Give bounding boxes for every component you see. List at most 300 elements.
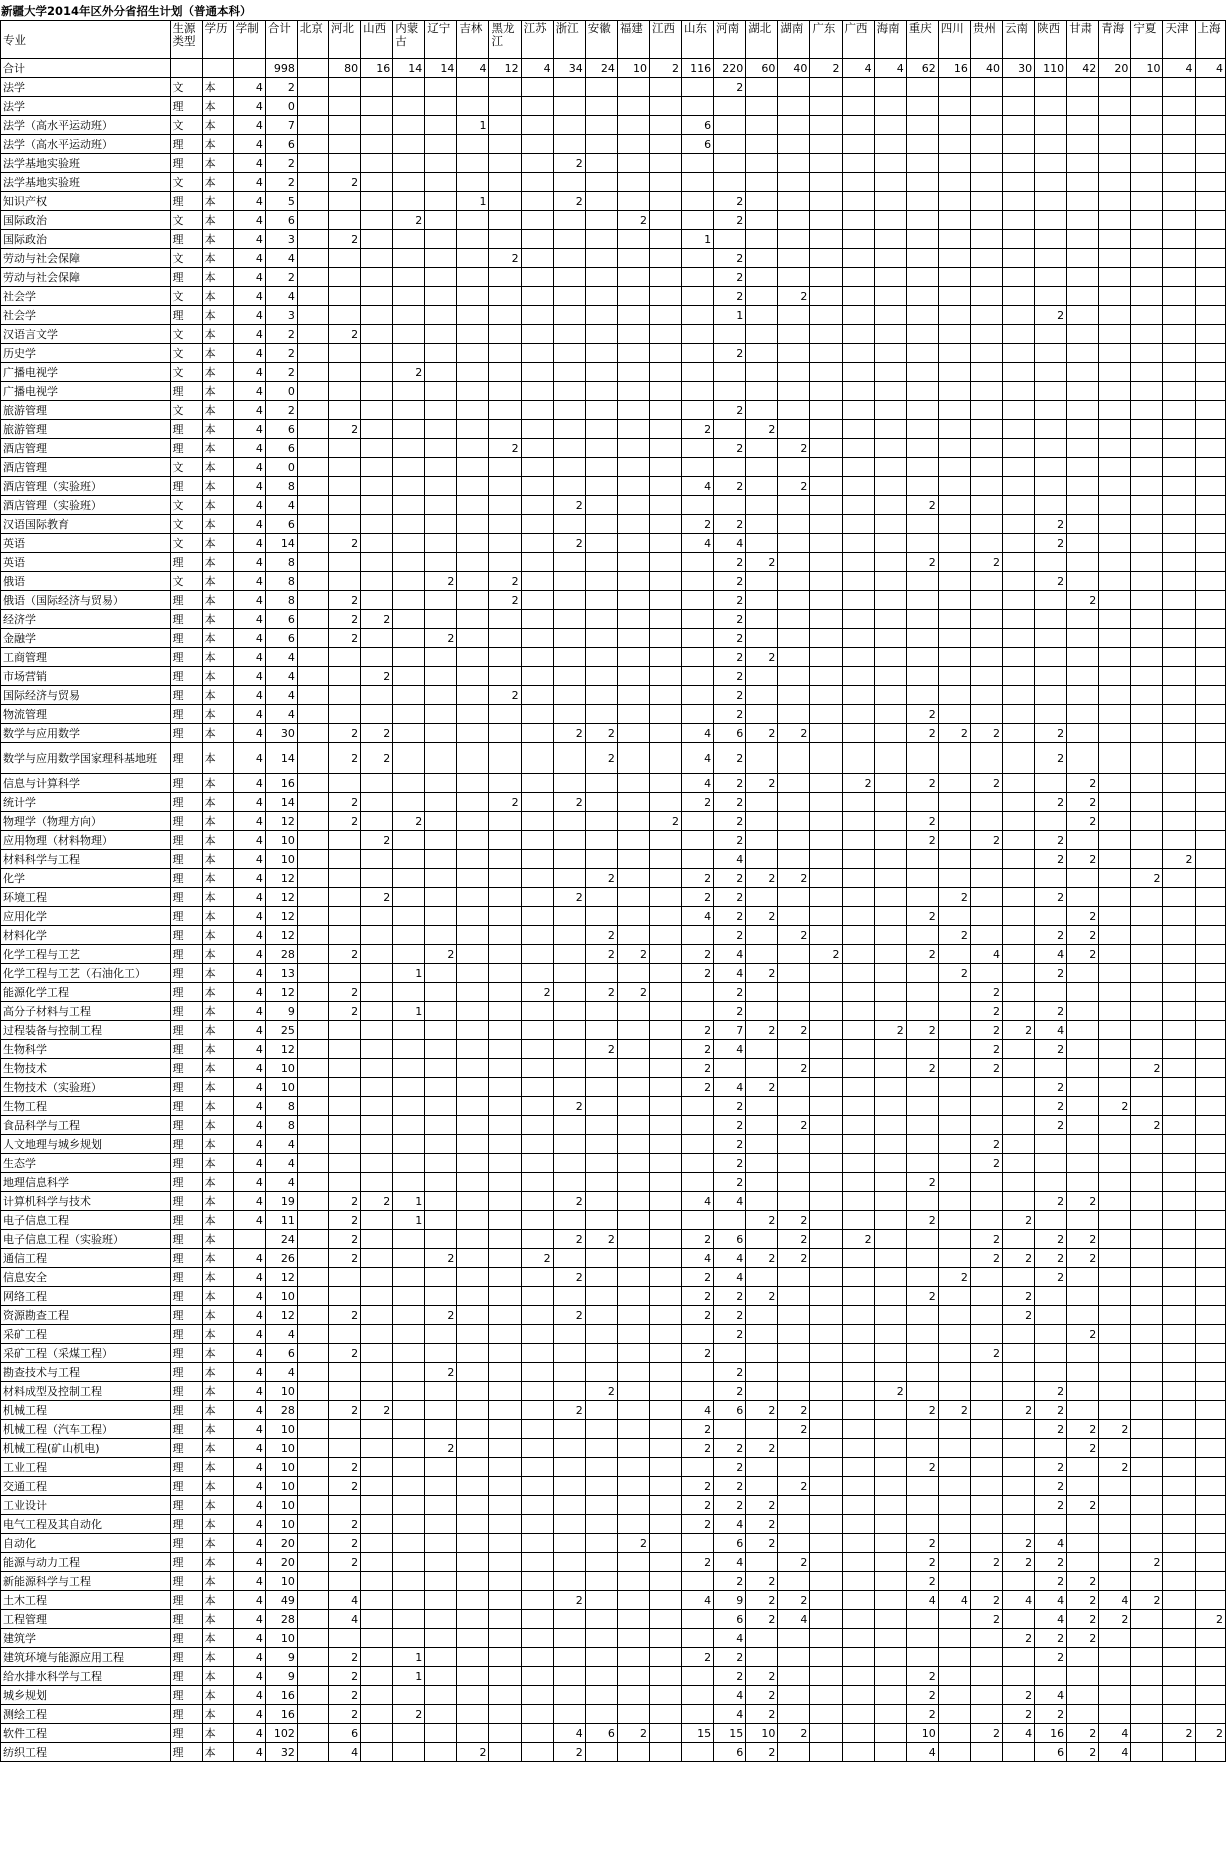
- source-type-cell: 理: [170, 1420, 202, 1439]
- province-cell: [393, 1401, 425, 1420]
- province-cell: [361, 1116, 393, 1135]
- province-cell: [938, 812, 970, 831]
- province-cell: [810, 1724, 842, 1743]
- province-cell: [1195, 458, 1225, 477]
- total-cell: 2: [265, 325, 297, 344]
- province-cell: [521, 705, 553, 724]
- province-cell: [489, 1059, 521, 1078]
- source-type-cell: 理: [170, 553, 202, 572]
- province-cell: 2: [682, 1059, 714, 1078]
- province-cell: [297, 401, 328, 420]
- province-cell: 2: [714, 1439, 746, 1458]
- province-cell: [489, 1192, 521, 1211]
- province-cell: [425, 1021, 457, 1040]
- province-cell: [649, 534, 681, 553]
- province-cell: [682, 1610, 714, 1629]
- province-cell: [649, 1135, 681, 1154]
- province-cell: [906, 1097, 938, 1116]
- province-cell: [1002, 591, 1034, 610]
- province-cell: [1035, 135, 1067, 154]
- province-cell: 6: [329, 1724, 361, 1743]
- province-cell: [521, 135, 553, 154]
- province-cell: [585, 705, 617, 724]
- province-cell: [521, 686, 553, 705]
- province-cell: 4: [1035, 1610, 1067, 1629]
- province-cell: 2: [906, 1401, 938, 1420]
- province-cell: [938, 1249, 970, 1268]
- source-type-cell: 理: [170, 1363, 202, 1382]
- major-cell: 采矿工程: [1, 1325, 171, 1344]
- province-cell: [874, 439, 906, 458]
- province-cell: [842, 1192, 874, 1211]
- years-cell: 4: [233, 230, 265, 249]
- province-cell: [649, 249, 681, 268]
- province-cell: 6: [714, 1610, 746, 1629]
- province-cell: [1002, 1382, 1034, 1401]
- province-cell: [329, 249, 361, 268]
- province-cell: [649, 458, 681, 477]
- province-cell: [714, 135, 746, 154]
- province-cell: [1163, 774, 1195, 793]
- degree-cell: 本: [202, 1211, 233, 1230]
- province-cell: [457, 1116, 489, 1135]
- source-type-cell: 理: [170, 135, 202, 154]
- source-type-cell: 文: [170, 78, 202, 97]
- province-cell: [1163, 306, 1195, 325]
- province-cell: 2: [714, 907, 746, 926]
- province-cell: [649, 1705, 681, 1724]
- province-cell: [1195, 344, 1225, 363]
- province-cell: [682, 249, 714, 268]
- province-cell: [938, 496, 970, 515]
- major-cell: 英语: [1, 553, 171, 572]
- province-cell: [489, 1135, 521, 1154]
- province-cell: [617, 629, 649, 648]
- province-cell: 16: [1035, 1724, 1067, 1743]
- province-cell: [778, 97, 810, 116]
- province-cell: 2: [746, 648, 778, 667]
- province-cell: 2: [1035, 850, 1067, 869]
- province-cell: [906, 1249, 938, 1268]
- province-cell: [1131, 477, 1163, 496]
- total-cell: 6: [265, 629, 297, 648]
- province-cell: [521, 964, 553, 983]
- table-row: [1, 325, 1226, 344]
- province-cell: 4: [1002, 1591, 1034, 1610]
- province-cell: [874, 907, 906, 926]
- province-cell: [682, 1116, 714, 1135]
- province-cell: [649, 667, 681, 686]
- province-cell: [393, 135, 425, 154]
- province-cell: 2: [1035, 1230, 1067, 1249]
- province-cell: [842, 1610, 874, 1629]
- province-cell: [1195, 1192, 1225, 1211]
- province-cell: [521, 192, 553, 211]
- province-cell: 2: [778, 724, 810, 743]
- province-cell: [778, 793, 810, 812]
- province-cell: [1002, 888, 1034, 907]
- province-cell: [874, 667, 906, 686]
- province-cell: [329, 1439, 361, 1458]
- province-cell: [361, 1743, 393, 1762]
- major-cell: 汉语国际教育: [1, 515, 171, 534]
- province-cell: [970, 1078, 1002, 1097]
- source-type-cell: 文: [170, 287, 202, 306]
- source-type-cell: 理: [170, 1591, 202, 1610]
- province-cell: [746, 926, 778, 945]
- province-cell: [1099, 1249, 1131, 1268]
- province-cell: [842, 287, 874, 306]
- table-row: [1, 268, 1226, 287]
- province-cell: [649, 1154, 681, 1173]
- province-cell: [1002, 173, 1034, 192]
- province-cell: [1099, 553, 1131, 572]
- table-row: [1, 812, 1226, 831]
- province-cell: [842, 907, 874, 926]
- table-row: [1, 1135, 1226, 1154]
- province-cell: [778, 850, 810, 869]
- degree-cell: 本: [202, 1553, 233, 1572]
- province-cell: [617, 1287, 649, 1306]
- province-cell: [585, 793, 617, 812]
- province-cell: 6: [714, 1743, 746, 1762]
- province-cell: [682, 1154, 714, 1173]
- province-cell: 2: [778, 1420, 810, 1439]
- province-cell: [393, 268, 425, 287]
- province-cell: [489, 724, 521, 743]
- province-cell: [553, 1382, 585, 1401]
- province-cell: 2: [938, 1268, 970, 1287]
- province-cell: [361, 135, 393, 154]
- province-cell: [1099, 401, 1131, 420]
- province-cell: [746, 382, 778, 401]
- province-cell: [970, 344, 1002, 363]
- province-cell: 2: [425, 1306, 457, 1325]
- province-cell: [617, 1705, 649, 1724]
- province-cell: [970, 1458, 1002, 1477]
- province-cell: [489, 344, 521, 363]
- province-cell: [746, 439, 778, 458]
- province-cell: [1131, 135, 1163, 154]
- province-cell: [329, 705, 361, 724]
- province-cell: [489, 553, 521, 572]
- province-cell: [746, 249, 778, 268]
- total-cell: 4: [265, 1325, 297, 1344]
- province-cell: [617, 812, 649, 831]
- province-cell: [778, 230, 810, 249]
- province-cell: [1195, 1553, 1225, 1572]
- province-cell: 2: [970, 1610, 1002, 1629]
- province-cell: 2: [970, 553, 1002, 572]
- province-cell: [778, 553, 810, 572]
- province-cell: [1002, 1040, 1034, 1059]
- province-cell: [1163, 1401, 1195, 1420]
- province-cell: [297, 1268, 328, 1287]
- province-cell: [746, 629, 778, 648]
- province-cell: [617, 926, 649, 945]
- years-cell: [233, 1230, 265, 1249]
- province-cell: [1035, 1173, 1067, 1192]
- province-cell: [585, 1610, 617, 1629]
- province-cell: [1195, 1078, 1225, 1097]
- province-cell: [874, 1059, 906, 1078]
- table-row: [1, 686, 1226, 705]
- province-cell: [1067, 1477, 1099, 1496]
- province-cell: [1131, 945, 1163, 964]
- province-cell: [810, 1439, 842, 1458]
- province-cell: 2: [906, 1211, 938, 1230]
- province-cell: [682, 211, 714, 230]
- province-cell: [1131, 1477, 1163, 1496]
- province-cell: 2: [489, 249, 521, 268]
- province-cell: [1163, 97, 1195, 116]
- source-type-cell: 理: [170, 1078, 202, 1097]
- province-cell: [1099, 1173, 1131, 1192]
- province-cell: 24: [585, 59, 617, 78]
- province-cell: 2: [585, 869, 617, 888]
- years-cell: 4: [233, 211, 265, 230]
- province-cell: [489, 812, 521, 831]
- years-cell: 4: [233, 1192, 265, 1211]
- province-cell: [1131, 831, 1163, 850]
- province-cell: [457, 534, 489, 553]
- province-cell: [553, 1477, 585, 1496]
- province-cell: [457, 743, 489, 774]
- province-cell: 4: [714, 850, 746, 869]
- province-cell: [810, 793, 842, 812]
- province-cell: [682, 705, 714, 724]
- table-row: [1, 1515, 1226, 1534]
- province-cell: 2: [714, 983, 746, 1002]
- province-cell: [425, 1534, 457, 1553]
- province-cell: [1195, 964, 1225, 983]
- years-cell: 4: [233, 268, 265, 287]
- major-cell: 英语: [1, 534, 171, 553]
- province-cell: [1195, 774, 1225, 793]
- province-cell: [810, 572, 842, 591]
- province-cell: [1035, 907, 1067, 926]
- province-cell: [874, 1211, 906, 1230]
- province-cell: 10: [1131, 59, 1163, 78]
- province-cell: [1131, 1002, 1163, 1021]
- province-cell: 4: [714, 1629, 746, 1648]
- province-cell: [842, 135, 874, 154]
- province-cell: 2: [682, 1553, 714, 1572]
- province-cell: 2: [585, 1382, 617, 1401]
- province-cell: [489, 496, 521, 515]
- province-cell: [1099, 97, 1131, 116]
- province-cell: [682, 812, 714, 831]
- province-cell: [810, 268, 842, 287]
- province-cell: 6: [682, 116, 714, 135]
- province-cell: 2: [1067, 774, 1099, 793]
- province-cell: [938, 97, 970, 116]
- province-cell: [1099, 1705, 1131, 1724]
- province-cell: 4: [714, 1078, 746, 1097]
- province-cell: [1163, 534, 1195, 553]
- province-cell: 7: [714, 1021, 746, 1040]
- province-cell: [649, 774, 681, 793]
- major-cell: 生物工程: [1, 1097, 171, 1116]
- province-cell: [617, 1135, 649, 1154]
- province-cell: [778, 420, 810, 439]
- province-cell: [1195, 1059, 1225, 1078]
- years-cell: 4: [233, 1629, 265, 1648]
- header-province: 青海: [1099, 21, 1131, 59]
- source-type-cell: 理: [170, 774, 202, 793]
- years-cell: 4: [233, 572, 265, 591]
- major-cell: 计算机科学与技术: [1, 1192, 171, 1211]
- province-cell: [585, 515, 617, 534]
- province-cell: [938, 572, 970, 591]
- province-cell: [617, 287, 649, 306]
- province-cell: [1002, 97, 1034, 116]
- province-cell: 2: [553, 793, 585, 812]
- source-type-cell: 理: [170, 1230, 202, 1249]
- province-cell: [297, 983, 328, 1002]
- province-cell: [361, 572, 393, 591]
- province-cell: [1163, 1173, 1195, 1192]
- province-cell: [329, 116, 361, 135]
- province-cell: [521, 1572, 553, 1591]
- province-cell: [361, 812, 393, 831]
- province-cell: [1195, 686, 1225, 705]
- province-cell: [1099, 774, 1131, 793]
- province-cell: [746, 1363, 778, 1382]
- province-cell: [842, 116, 874, 135]
- source-type-cell: 理: [170, 477, 202, 496]
- province-cell: [1195, 401, 1225, 420]
- province-cell: [1067, 667, 1099, 686]
- province-cell: [1099, 572, 1131, 591]
- table-row: [1, 869, 1226, 888]
- province-cell: [842, 1743, 874, 1762]
- province-cell: [778, 1496, 810, 1515]
- province-cell: [521, 945, 553, 964]
- province-cell: 2: [970, 1040, 1002, 1059]
- years-cell: 4: [233, 306, 265, 325]
- province-cell: 4: [457, 59, 489, 78]
- province-cell: [874, 1477, 906, 1496]
- province-cell: [457, 173, 489, 192]
- province-cell: [617, 1344, 649, 1363]
- province-cell: [810, 1268, 842, 1287]
- total-cell: 24: [265, 1230, 297, 1249]
- province-cell: [425, 306, 457, 325]
- total-cell: 6: [265, 135, 297, 154]
- province-cell: [425, 477, 457, 496]
- province-cell: [425, 420, 457, 439]
- province-cell: [649, 629, 681, 648]
- province-cell: [649, 1344, 681, 1363]
- province-cell: 2: [1035, 1097, 1067, 1116]
- province-cell: [970, 135, 1002, 154]
- province-cell: 2: [393, 1705, 425, 1724]
- province-cell: [1163, 1230, 1195, 1249]
- province-cell: [457, 964, 489, 983]
- province-cell: [938, 135, 970, 154]
- province-cell: [1067, 97, 1099, 116]
- province-cell: [682, 1097, 714, 1116]
- province-cell: [874, 705, 906, 724]
- province-cell: [585, 888, 617, 907]
- province-cell: [1035, 496, 1067, 515]
- major-cell: 机械工程: [1, 1401, 171, 1420]
- province-cell: 2: [938, 964, 970, 983]
- province-cell: [1035, 1667, 1067, 1686]
- province-cell: [842, 705, 874, 724]
- province-cell: [457, 1344, 489, 1363]
- province-cell: [393, 705, 425, 724]
- source-type-cell: 文: [170, 363, 202, 382]
- province-cell: 2: [1035, 1002, 1067, 1021]
- province-cell: [617, 78, 649, 97]
- province-cell: 2: [1035, 1116, 1067, 1135]
- province-cell: [425, 812, 457, 831]
- years-cell: 4: [233, 325, 265, 344]
- province-cell: [521, 1705, 553, 1724]
- province-cell: [489, 1477, 521, 1496]
- province-cell: [489, 1287, 521, 1306]
- province-cell: [553, 705, 585, 724]
- province-cell: 2: [746, 1249, 778, 1268]
- province-cell: [842, 382, 874, 401]
- degree-cell: 本: [202, 173, 233, 192]
- province-cell: 2: [970, 724, 1002, 743]
- province-cell: [521, 116, 553, 135]
- province-cell: [842, 1572, 874, 1591]
- province-cell: [553, 382, 585, 401]
- province-cell: [970, 591, 1002, 610]
- province-cell: [329, 1420, 361, 1439]
- province-cell: [553, 78, 585, 97]
- province-cell: [649, 268, 681, 287]
- province-cell: [746, 1192, 778, 1211]
- province-cell: [938, 705, 970, 724]
- province-cell: [521, 1553, 553, 1572]
- province-cell: [489, 1401, 521, 1420]
- province-cell: [874, 268, 906, 287]
- province-cell: [746, 363, 778, 382]
- province-cell: 4: [682, 477, 714, 496]
- degree-cell: 本: [202, 1572, 233, 1591]
- province-cell: 2: [1035, 1268, 1067, 1287]
- province-cell: [1131, 1572, 1163, 1591]
- total-cell: 11: [265, 1211, 297, 1230]
- degree-cell: 本: [202, 705, 233, 724]
- province-cell: 2: [329, 420, 361, 439]
- province-cell: [874, 1249, 906, 1268]
- province-cell: [329, 1135, 361, 1154]
- province-cell: [1067, 1078, 1099, 1097]
- province-cell: [521, 850, 553, 869]
- province-cell: [585, 135, 617, 154]
- province-cell: [1195, 1686, 1225, 1705]
- province-cell: [457, 1458, 489, 1477]
- province-cell: [1131, 382, 1163, 401]
- source-type-cell: 理: [170, 1439, 202, 1458]
- province-cell: [393, 458, 425, 477]
- province-cell: [297, 325, 328, 344]
- province-cell: [297, 249, 328, 268]
- province-cell: [585, 1591, 617, 1610]
- province-cell: [617, 1515, 649, 1534]
- province-cell: [746, 1420, 778, 1439]
- province-cell: [297, 1116, 328, 1135]
- major-cell: 土木工程: [1, 1591, 171, 1610]
- province-cell: 30: [1002, 59, 1034, 78]
- source-type-cell: 理: [170, 724, 202, 743]
